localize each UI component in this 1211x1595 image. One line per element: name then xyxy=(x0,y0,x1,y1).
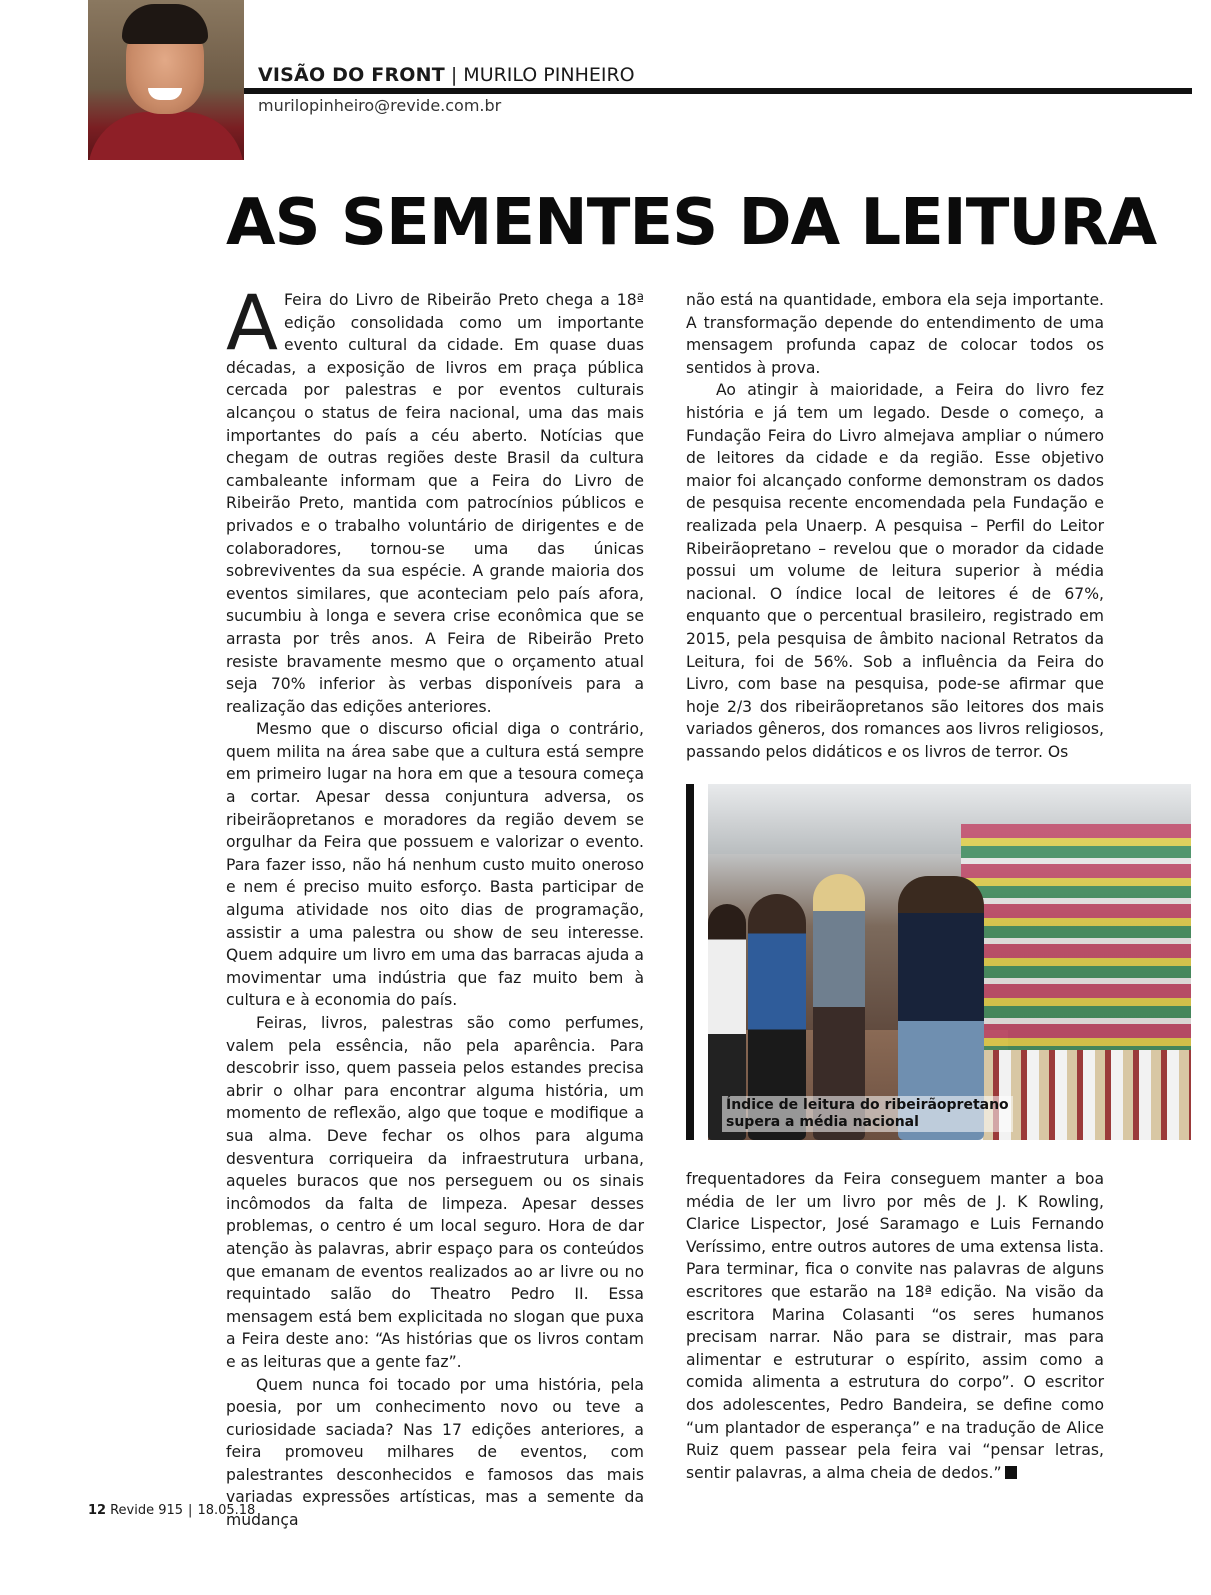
paragraph: Mesmo que o discurso oficial diga o contrário, quem milita na área sabe que a cultura está sempre em primeiro lugar na hora em que a tesoura começa a cortar. Apesar dessa conjuntura adversa, os ribeirãopretanos e moradores da região devem se orgulhar da Feira que possuem e valorizar o evento. Para fazer isso, não há nenhum custo muito oneroso e nem é preciso muito esforço. Basta participar de alguma atividade nos oito dias de programação, assistir a uma palestra ou show de seu interesse. Quem adquire um livro em uma das barracas ajuda a movimentar uma indústria que faz muito bem à cultura e à economia do país. xyxy=(226,720,644,1010)
article-column-3 xyxy=(686,1168,1104,1498)
issue-date: 18.05.18 xyxy=(197,1503,256,1518)
paragraph: Feiras, livros, palestras são como perfumes, valem pela essência, não pela aparência. Para descobrir isso, quem passeia pelos estandes precisa abrir o olhar para encontrar alguma história, um momento de reflexão, algo que toque e modifique a sua alma. Deve fechar os olhos para alguma desventura corriqueira da infraestrutura urbana, aqueles buracos que nos perseguem ou os sinais incômodos da falta de limpeza. Apesar desses problemas, o centro é um local seguro. Hora de dar atenção às palavras, abrir espaço para os conteúdos que emanam de eventos realizados ao ar livre ou no requintado salão do Theatro Pedro II. Essa mensagem está bem explicitada no slogan que puxa a Feira deste ano: “As histórias que os livros contam e as leituras que a gente faz”. xyxy=(226,1014,644,1371)
photo-caption: Índice de leitura do ribeirãopretano supera a média nacional xyxy=(722,1096,1013,1132)
paragraph: frequentadores da Feira conseguem manter a boa média de ler um livro por mês de J. K Rowling, Clarice Lispector, José Saramago e Luis Fernando Veríssimo, entre outros autores de uma extensa lista. Para terminar, fica o convite nas palavras de alguns escritores que estarão na 18ª edição. Na visão da escritora Marina Colasanti “os seres humanos precisam narrar. Não para se distrair, mas para alimentar e estruturar o espírito, assim como a comida alimenta a estrutura do corpo”. O escritor dos adolescentes, Pedro Bandeira, se define como “um plantador de esperança” e na tradução de Alice Ruiz quem passear pela feira vai “pensar letras, sentir palavras, a alma cheia de dedos.” xyxy=(686,1170,1104,1482)
section-name: VISÃO DO FRONT xyxy=(258,64,445,86)
paragraph: Quem nunca foi tocado por uma história, pela poesia, por um conhecimento novo ou teve a curiosidade saciada? Nas 17 edições anteriores, a feira promoveu milhares de eventos, com palestrantes desconhecidos e famosos das mais variadas expressões artísticas, mas a semente da mudança xyxy=(226,1375,644,1530)
paragraph: A Feira do Livro de Ribeirão Preto chega a 18ª edição consolidada como um importante evento cultural da cidade. Em quase duas décadas, a exposição de livros em praça pública cercada por palestras e por eventos culturais alcançou o status de feira nacional, uma das mais importantes do país a céu aberto. Notícias que chegam de outras regiões deste Brasil da cultura cambaleante informam que a Feira do Livro de Ribeirão Preto, mantida com patrocínios públicos e privados e o trabalho voluntário de dirigentes e de colaboradores, tornou-se uma das únicas sobreviventes da sua espécie. A grande maioria dos eventos similares, que aconteciam pelo país afora, sucumbiu à longa e severa crise econômica que se arrasta por três anos. A Feira de Ribeirão Preto resiste bravamente mesmo que o orçamento atual seja 70% inferior às verbas disponíveis para a realização das edições anteriores. xyxy=(226,278,644,716)
book-fair-photo xyxy=(708,784,1191,1140)
author-email: murilopinheiro@revide.com.br xyxy=(258,96,502,115)
paragraph: não está na quantidade, embora ela seja importante. A transformação depende do entendimento de uma mensagem profunda capaz de colocar todos os sentidos à prova. xyxy=(686,291,1104,377)
page-footer xyxy=(88,1503,255,1518)
figure-accent-bar xyxy=(686,784,694,1140)
author-photo xyxy=(88,0,244,160)
header-rule xyxy=(244,88,1192,94)
drop-cap: A xyxy=(226,278,278,367)
label-separator: | xyxy=(450,64,458,86)
paragraph: Ao atingir à maioridade, a Feira do livro fez história e já tem um legado. Desde o começo, a Fundação Feira do Livro almejava ampliar o número de leitores da cidade e da região. Esse objetivo maior foi alcançado conforme demonstram os dados de pesquisa recente encomendada pela Fundação e realizada pela Unaerp. A pesquisa – Perfil do Leitor Ribeirãopretano – revelou que o morador da cidade possui um volume de leitura superior à média nacional. O índice local de leitores é de 67%, enquanto que o percentual brasileiro, registrado em 2015, pela pesquisa de âmbito nacional Retratos da Leitura, foi de 56%. Sob a influência da Feira do Livro, com base na pesquisa, pode-se afirmar que hoje 2/3 dos ribeirãopretanos são leitores dos mais variados gêneros, dos romances aos livros religiosos, passando pelos didáticos e os livros de terror. Os xyxy=(686,381,1104,761)
article-column-2 xyxy=(686,289,1104,769)
magazine-issue: Revide 915 xyxy=(110,1503,184,1518)
footer-separator: | xyxy=(188,1503,193,1518)
article-title: AS SEMENTES DA LEITURA xyxy=(226,186,1157,260)
author-name: MURILO PINHEIRO xyxy=(463,64,635,86)
column-label xyxy=(258,64,635,86)
end-mark-icon xyxy=(1005,1466,1017,1479)
page-number: 12 xyxy=(88,1503,107,1518)
